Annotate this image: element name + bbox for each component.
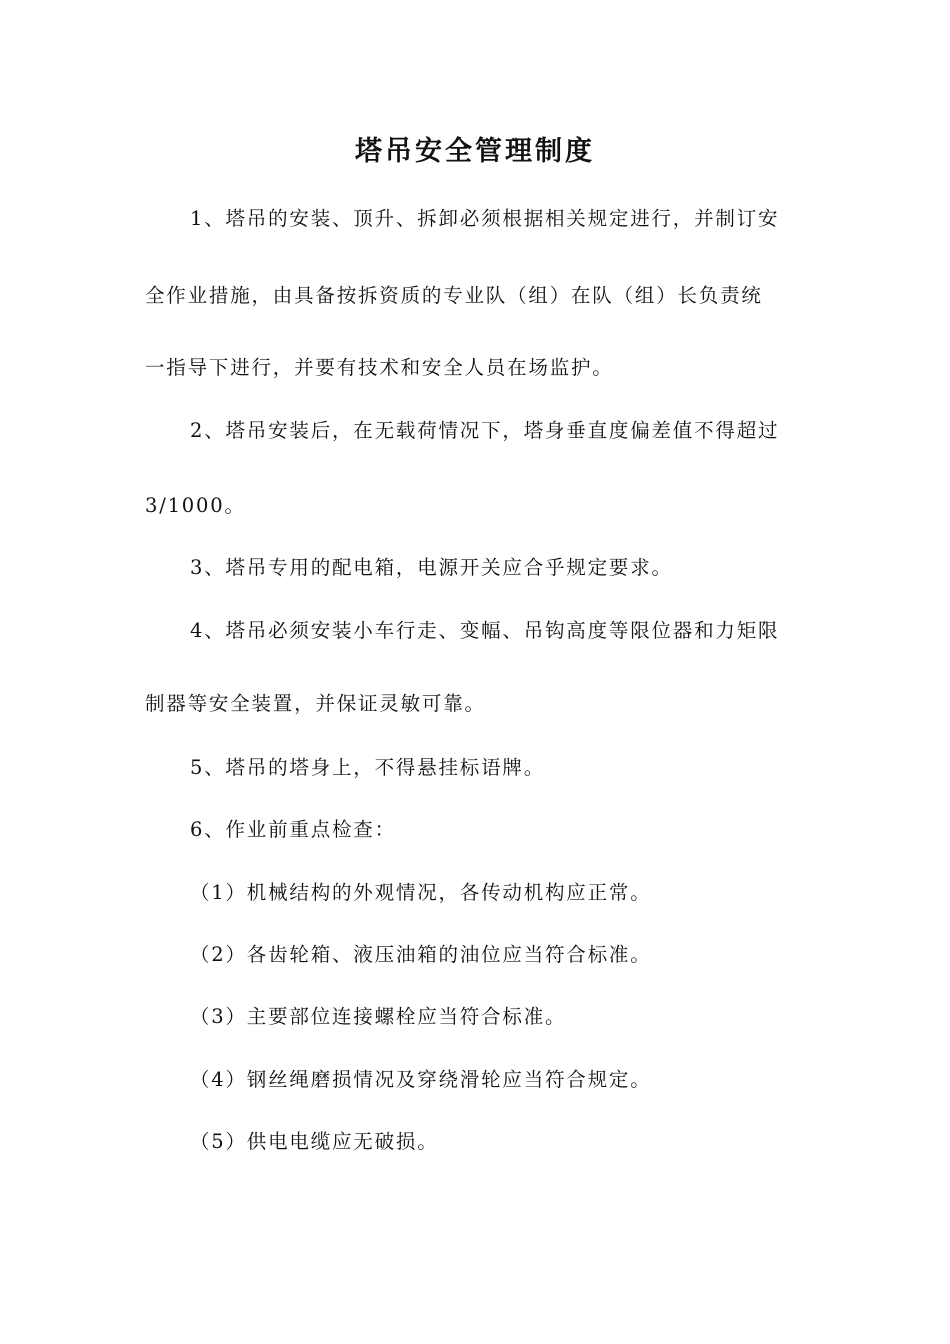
paragraph-3-line-1: 3、塔吊专用的配电箱，电源开关应合乎规定要求。 (190, 556, 673, 579)
paragraph-2-line-2: 3/1000。 (145, 494, 246, 517)
checklist-item-1: （1）机械结构的外观情况，各传动机构应正常。 (190, 881, 652, 904)
paragraph-5-line-1: 5、塔吊的塔身上，不得悬挂标语牌。 (190, 756, 546, 779)
paragraph-6-line-1: 6、作业前重点检查： (190, 818, 396, 841)
checklist-item-4: （4）钢丝绳磨损情况及穿绕滑轮应当符合规定。 (190, 1068, 652, 1091)
checklist-item-5: （5）供电电缆应无破损。 (190, 1130, 439, 1153)
checklist-item-2: （2）各齿轮箱、液压油箱的油位应当符合标准。 (190, 943, 652, 966)
document-title: 塔吊安全管理制度 (355, 136, 595, 167)
paragraph-2-line-1: 2、塔吊安装后，在无载荷情况下，塔身垂直度偏差值不得超过 (190, 419, 780, 442)
paragraph-4-line-2: 制器等安全装置，并保证灵敏可靠。 (145, 692, 486, 715)
checklist-item-3: （3）主要部位连接螺栓应当符合标准。 (190, 1005, 567, 1028)
paragraph-1-line-1: 1、塔吊的安装、顶升、拆卸必须根据相关规定进行，并制订安 (190, 207, 780, 230)
paragraph-1-line-3: 一指导下进行，并要有技术和安全人员在场监护。 (145, 356, 614, 379)
paragraph-1-line-2: 全作业措施，由具备按拆资质的专业队（组）在队（组）长负责统 (145, 284, 763, 307)
paragraph-4-line-1: 4、塔吊必须安装小车行走、变幅、吊钩高度等限位器和力矩限 (190, 619, 780, 642)
